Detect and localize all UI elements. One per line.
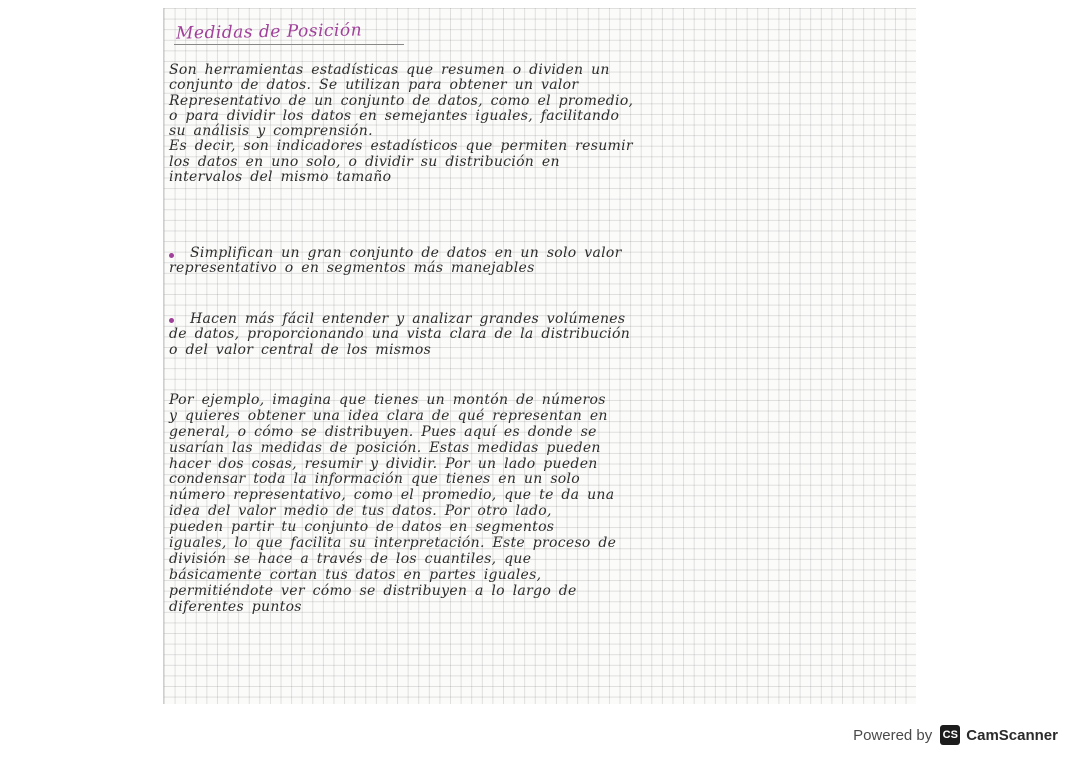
text-line: o del valor central de los mismos [169,341,432,358]
text-line: usarían las medidas de posición. Estas medidas pueden [169,439,601,456]
bullet-item-analyze [169,311,904,358]
text-line: hacer dos cosas, resumir y dividir. Por un lado pueden [169,455,598,472]
text-line: y quieres obtener una idea clara de qué representan en [169,407,608,424]
text-line: Por ejemplo, imagina que tienes un montón de números [169,392,606,408]
powered-by-label: Powered by [853,726,933,744]
brand-name: CamScanner [966,726,1058,744]
text-line: representativo o en segmentos más manejables [169,260,535,277]
bullet-icon [169,318,174,323]
text-line: idea del valor medio de tus datos. Por otro lado, [169,503,552,520]
text-line: los datos en uno solo, o dividir su distribución en [169,153,560,170]
text-line: Es decir, son indicadores estadísticos que permiten resumir [169,138,633,155]
text-line: iguales, lo que facilita su interpretación. Este proceso de [169,535,617,552]
text-line: Representativo de un conjunto de datos, como el promedio, [169,92,634,109]
text-line: general, o cómo se distribuyen. Pues aquí es donde se [169,423,597,440]
text-line: número representativo, como el promedio, que te da una [169,487,615,504]
text-line: básicamente cortan tus datos en partes iguales, [169,566,542,583]
text-line: o para dividir los datos en semejantes iguales, facilitando [169,107,620,124]
text-line: diferentes puntos [169,598,302,615]
title-underline [174,44,404,45]
text-line: intervalos del mismo tamaño [169,169,392,186]
text-line: pueden partir tu conjunto de datos en segmentos [169,519,555,536]
text-line: conjunto de datos. Se utilizan para obtener un valor [169,77,579,94]
camscanner-logo-icon: CS [940,725,960,745]
text-line: de datos, proporcionando una vista clara de la distribución [169,326,631,343]
example-paragraph [169,393,904,615]
text-line: su análisis y comprensión. [169,123,373,140]
bullet-icon [169,253,174,258]
text-line: Simplifican un gran conjunto de datos en un solo valor [190,245,622,261]
text-line: condensar toda la información que tienes en un solo [169,471,581,488]
text-line: Son herramientas estadísticas que resumen o dividen un [169,62,610,78]
scanner-watermark [853,722,1058,748]
bullet-item-simplify [169,245,904,277]
text-line: Hacen más fácil entender y analizar grandes volúmenes [190,311,626,327]
definition-paragraph [169,63,904,185]
text-line: división se hace a través de los cuantiles, que [169,550,532,567]
text-line: permitiéndote ver cómo se distribuyen a lo largo de [169,582,577,599]
page-title: Medidas de Posición [175,20,363,44]
